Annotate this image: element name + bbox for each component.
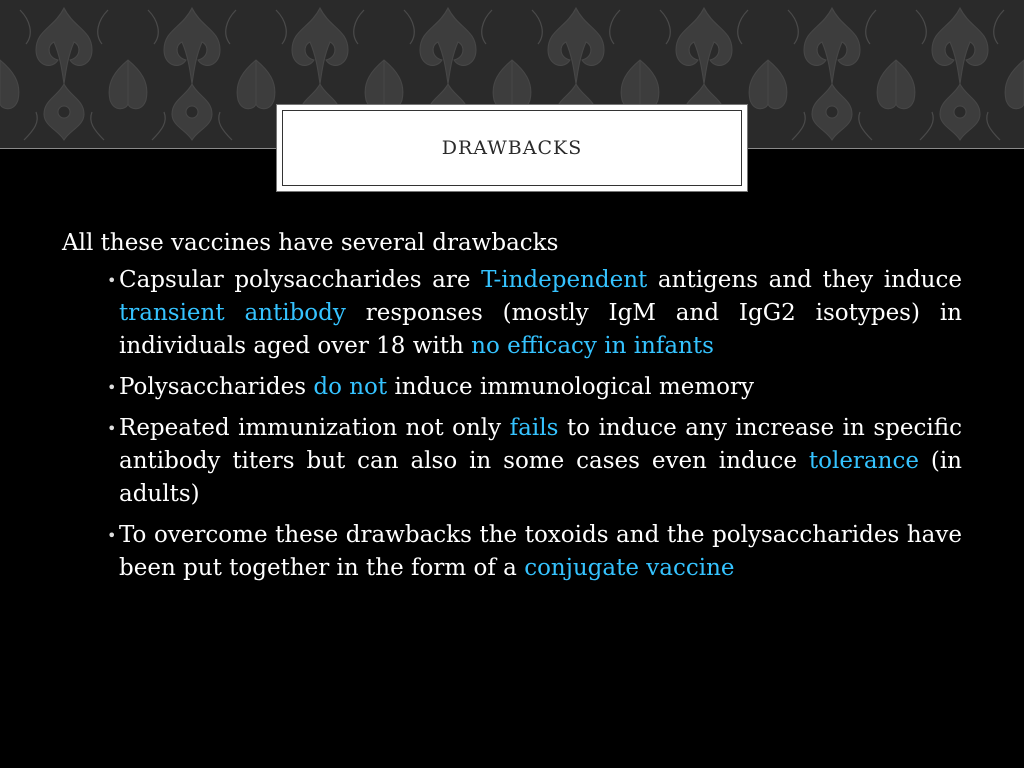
bullet-dot-icon: • xyxy=(107,419,117,438)
slide-title: DRAWBACKS xyxy=(441,137,583,159)
highlight-text: fails xyxy=(509,415,559,441)
highlight-text: T-independent xyxy=(481,267,648,293)
bullet-text: Capsular polysaccharides are xyxy=(119,267,482,293)
bullet-text: Repeated immunization not only xyxy=(119,415,510,441)
bullet-text: to induce any increase in specific antibody titers but can also in some cases even induce xyxy=(119,415,962,474)
lead-text: All these vaccines have several drawbacks xyxy=(62,230,559,256)
highlight-text: tolerance xyxy=(808,448,919,474)
bullet-item xyxy=(107,371,962,404)
bullet-text: Polysaccharides xyxy=(119,374,314,400)
bullet-item xyxy=(107,264,962,363)
bullet-dot-icon: • xyxy=(107,526,117,545)
highlight-text: conjugate vaccine xyxy=(524,555,735,581)
bullet-text: (in adults) xyxy=(119,448,962,507)
highlight-text: transient antibody xyxy=(119,300,346,326)
bullet-dot-icon: • xyxy=(107,271,117,290)
bullet-item xyxy=(107,412,962,511)
slide-body xyxy=(62,226,962,593)
bullet-item xyxy=(107,519,962,585)
highlight-text: no efficacy in infants xyxy=(471,333,714,359)
bullet-text: To overcome these drawbacks the toxoids and the polysaccharides have been put together in the form of a xyxy=(119,522,962,581)
bullet-text: antigens and they induce xyxy=(647,267,962,293)
title-box xyxy=(277,105,747,191)
bullet-text: responses (mostly IgM and IgG2 isotypes) in individuals aged over 18 with xyxy=(119,300,962,359)
bullet-dot-icon: • xyxy=(107,378,117,397)
bullet-list xyxy=(62,264,962,585)
highlight-text: do not xyxy=(313,374,388,400)
bullet-text: induce immunological memory xyxy=(387,374,755,400)
